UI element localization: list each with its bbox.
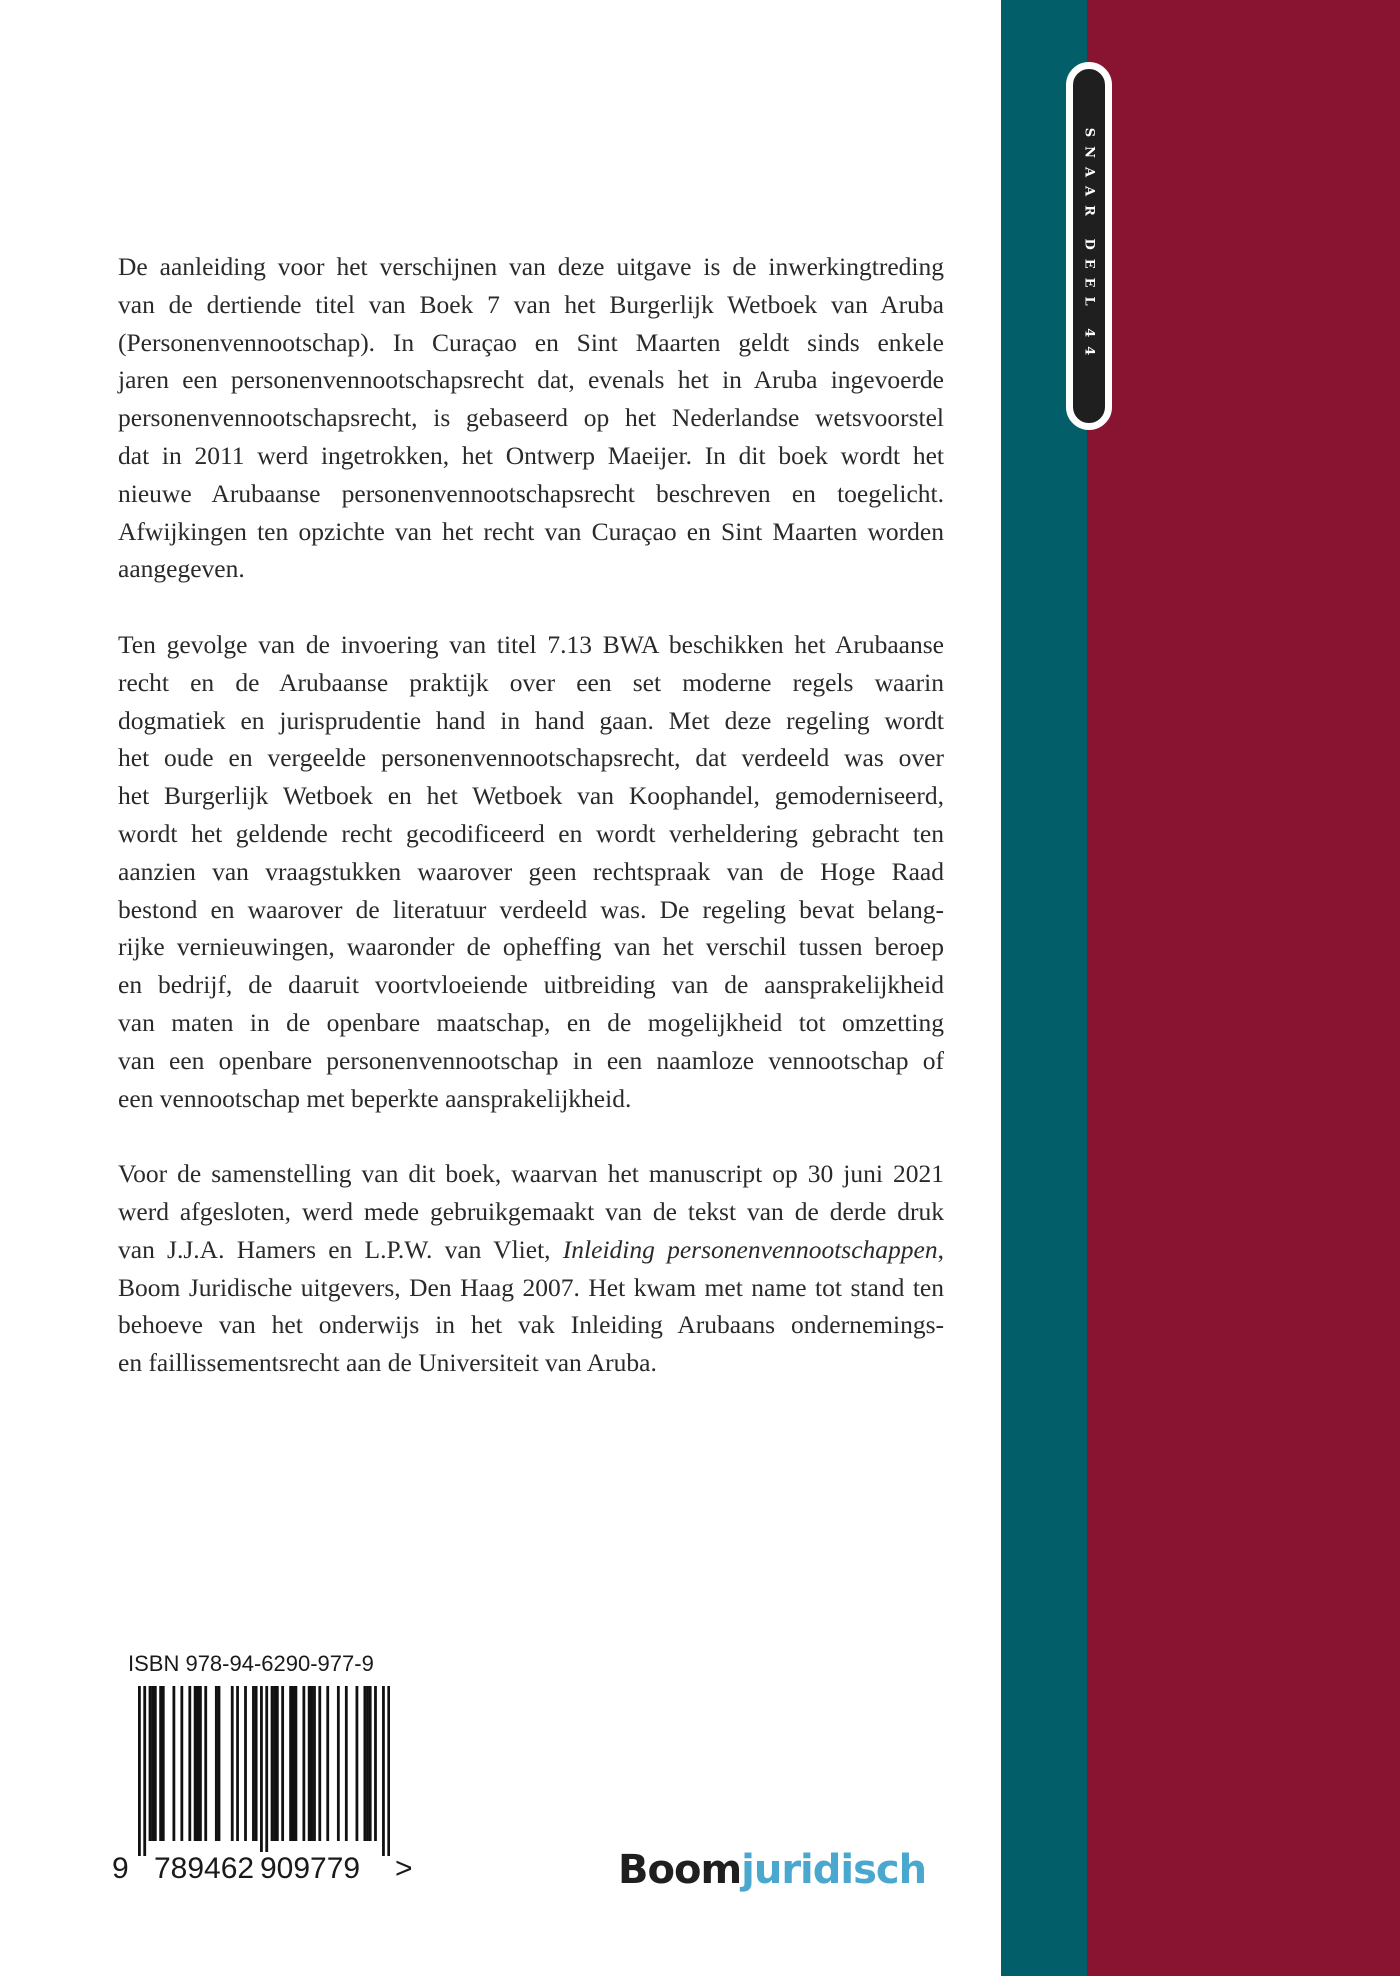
text-line: De aanleiding voor het verschijnen van deze uitgave is de inwerkingtreding [118, 252, 944, 281]
text-line: dat in 2011 werd ingetrokken, het Ontwerp Maeijer. In dit boek wordt het [118, 440, 944, 470]
text-line: behoeve van het onderwijs in het vak Inleiding Arubaans ondernemings- [118, 1310, 944, 1340]
barcode-bar [369, 1686, 372, 1841]
barcode-quiet-zone-arrow: > [395, 1852, 413, 1885]
text-line: personenvennootschapsrecht, is gebaseerd op het Nederlandse wetsvoorstel [118, 403, 944, 433]
barcode-bar [313, 1686, 316, 1841]
text-line: wordt het geldende recht gecodificeerd en wordt verheldering gebracht ten [118, 818, 944, 848]
text-line: en bedrijf, de daaruit voortvloeiende uitbreiding van de aansprakelijkheid [118, 970, 944, 1000]
text-line: Afwijkingen ten opzichte van het recht van Curaçao en Sint Maarten worden [118, 516, 944, 546]
text-line: rijke vernieuwingen, waaronder de opheffing van het verschil tussen beroep [118, 932, 944, 962]
spine-red-band [1087, 0, 1400, 1976]
barcode-bar [154, 1686, 157, 1841]
barcode-bar [260, 1686, 263, 1856]
text-line: dogmatiek en jurisprudentie hand in hand gaan. Met deze regeling wordt [118, 705, 944, 735]
barcode-bar [310, 1686, 313, 1841]
publisher-logo [618, 1847, 926, 1893]
barcode-bar [194, 1686, 197, 1841]
barcode-bar [215, 1686, 218, 1841]
text-line: recht en de Arubaanse praktijk over een set moderne regels waarin [118, 667, 944, 697]
barcode-bar [162, 1686, 165, 1841]
barcode-bar [363, 1686, 366, 1841]
barcode-bar [302, 1686, 305, 1841]
text-line: en faillissementsrecht aan de Universiteit van Aruba. [118, 1348, 657, 1378]
barcode-bar [236, 1686, 239, 1841]
barcode-bar [180, 1686, 183, 1841]
series-label-pill [1066, 62, 1112, 430]
text-line: bestond en waarover de literatuur verdeeld was. De regeling bevat belang- [118, 894, 944, 924]
text-line: Ten gevolge van de invoering van titel 7.13 BWA beschikken het Arubaanse [118, 629, 944, 659]
barcode-bar [265, 1686, 268, 1856]
text-line: van een openbare personenvennootschap in een naamloze vennootschap of [118, 1045, 944, 1075]
barcode-bar [172, 1686, 175, 1841]
barcode-bar [281, 1686, 284, 1841]
blurb-text [118, 248, 944, 1420]
barcode-bar [387, 1686, 390, 1856]
barcode-bar [255, 1686, 258, 1841]
barcode-bar [289, 1686, 292, 1841]
barcode-bar [199, 1686, 202, 1841]
text-line: een vennootschap met beperkte aansprakelijkheid. [118, 1083, 632, 1113]
text-line: (Personenvennootschap). In Curaçao en Sint Maarten geldt sinds enkele [118, 327, 944, 357]
text-line: het Burgerlijk Wetboek en het Wetboek van Koophandel, gemoderniseerd, [118, 781, 944, 811]
text-line: het oude en vergeelde personenvennootschapsrecht, dat verdeeld was over [118, 743, 944, 773]
barcode-bar [382, 1686, 385, 1856]
barcode-bar [276, 1686, 279, 1841]
barcode-bar [138, 1686, 141, 1856]
barcode-bar [149, 1686, 152, 1841]
barcode-bar [356, 1686, 359, 1841]
barcode-bar [326, 1686, 329, 1841]
text-line: Boom Juridische uitgevers, Den Haag 2007. Het kwam met name tot stand ten [118, 1272, 944, 1302]
barcode-bar [337, 1686, 340, 1841]
text-line: Voor de samenstelling van dit boek, waarvan het manuscript op 30 juni 2021 [118, 1159, 944, 1189]
barcode-digit-first: 9 [112, 1852, 129, 1885]
isbn-label: ISBN 978-94-6290-977-9 [128, 1651, 374, 1676]
barcode-bar [318, 1686, 321, 1841]
text-line: van de dertiende titel van Boek 7 van het Burgerlijk Wetboek van Aruba [118, 289, 944, 319]
barcode-bar [151, 1686, 154, 1841]
barcode-bar [273, 1686, 276, 1841]
text-line: jaren een personenvennootschapsrecht dat, evenals het in Aruba ingevoerde [118, 365, 944, 395]
citation-title: Inleiding personenvennootschappen [562, 1234, 938, 1264]
barcode-bar [196, 1686, 199, 1841]
text-line: nieuwe Arubaanse personenvennootschapsrecht beschreven en toegelicht. [118, 478, 944, 508]
citation-punct: , [937, 1234, 944, 1264]
barcode-bar [345, 1686, 348, 1841]
barcode-digits-right: 909779 [260, 1852, 361, 1885]
text-line: van maten in de openbare maatschap, en de mogelijkheid tot omzetting [118, 1007, 944, 1037]
isbn-barcode [138, 1686, 390, 1856]
barcode-bar [295, 1686, 298, 1841]
barcode-digits-left: 789462 [154, 1852, 255, 1885]
barcode-bar [252, 1686, 255, 1841]
barcode-bar [218, 1686, 221, 1841]
barcode-bar [366, 1686, 369, 1841]
logo-juridisch: juridisch [741, 1847, 927, 1893]
barcode-bar [308, 1686, 311, 1841]
citation-line [118, 1231, 944, 1269]
barcode-bar [159, 1686, 162, 1841]
barcode-bar [143, 1686, 146, 1856]
series-label: SNAAR DEEL 44 [1081, 127, 1097, 365]
barcode-bar [231, 1686, 234, 1841]
text-line: werd afgesloten, werd mede gebruikgemaakt van de tekst van de derde druk [118, 1196, 944, 1226]
text-line: aanzien van vraagstukken waarover geen rechtspraak van de Hoge Raad [118, 856, 944, 886]
text-line: aangegeven. [118, 554, 245, 584]
paragraph-3 [118, 1155, 944, 1382]
paragraph-1 [118, 248, 944, 588]
logo-boom: Boom [618, 1847, 742, 1893]
barcode-bar [292, 1686, 295, 1841]
barcode-bar [271, 1686, 274, 1841]
paragraph-2 [118, 626, 944, 1117]
barcode-bar [204, 1686, 207, 1841]
barcode-bar [188, 1686, 191, 1841]
citation-authors: van J.J.A. Hamers en L.P.W. van Vliet, [118, 1234, 563, 1264]
barcode-bar [374, 1686, 377, 1841]
barcode-bar [244, 1686, 247, 1841]
